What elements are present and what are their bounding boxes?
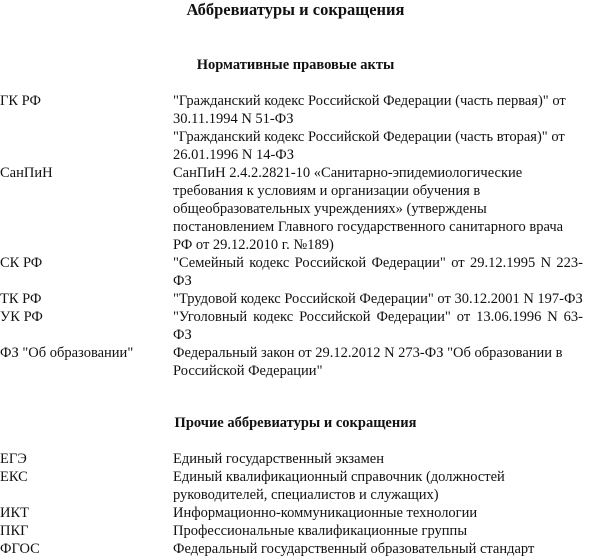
legal-acts-list — [0, 92, 591, 380]
definition-text: "Семейный кодекс Российской Федерации" от 29.12.1995 N 223-ФЗ — [173, 255, 583, 289]
list-item — [0, 308, 591, 344]
list-item — [0, 290, 591, 308]
list-item — [0, 540, 591, 558]
list-item — [0, 522, 591, 540]
definition — [173, 450, 583, 468]
definition-text: "Гражданский кодекс Российской Федерации (часть первая)" от 30.11.1994 N 51-ФЗ — [173, 93, 566, 127]
definition — [173, 344, 583, 380]
definition — [173, 290, 583, 308]
abbreviation: ТК РФ — [0, 291, 42, 307]
definition — [173, 504, 583, 522]
definition — [173, 254, 583, 290]
list-item — [0, 468, 591, 504]
abbreviation: ФЗ "Об образовании" — [0, 345, 134, 361]
definition-text: Федеральный закон от 29.12.2012 N 273-ФЗ "Об образовании в Российской Федерации" — [173, 345, 563, 379]
abbreviation: СанПиН — [0, 165, 53, 181]
abbreviation: ИКТ — [0, 505, 29, 521]
definition — [173, 468, 583, 504]
definition — [173, 522, 583, 540]
abbreviation: ГК РФ — [0, 93, 41, 109]
page-title: Аббревиатуры и сокращения — [186, 0, 405, 19]
definition-text: Федеральный государственный образовательный стандарт — [173, 541, 535, 557]
definition-text: СанПиН 2.4.2.2821-10 «Санитарно-эпидемиологические требования к условиям и организации обучения в общеобразовательных учреждениях» (утверждены постановлением Главного государственного санитарного врача РФ от 29.12.2010 г. №189) — [173, 165, 564, 253]
definition-text: Единый квалификационный справочник (должностей руководителей, специалистов и служащих) — [173, 469, 505, 503]
abbreviation: ЕКС — [0, 469, 28, 485]
definition-text: "Трудовой кодекс Российской Федерации" от 30.12.2001 N 197-ФЗ — [173, 291, 583, 307]
definition — [173, 308, 583, 344]
abbreviation: СК РФ — [0, 255, 43, 271]
section-heading-other-abbreviations: Прочие аббревиатуры и сокращения — [174, 415, 417, 431]
list-item — [0, 254, 591, 290]
definition — [173, 164, 583, 254]
list-item — [0, 344, 591, 380]
other-abbreviations-list — [0, 450, 591, 558]
list-item — [0, 504, 591, 522]
definition-text: Профессиональные квалификационные группы — [173, 523, 468, 539]
definition-text: Информационно-коммуникационные технологии — [173, 505, 478, 521]
abbreviation: УК РФ — [0, 309, 43, 325]
list-item — [0, 164, 591, 254]
definition-text: "Гражданский кодекс Российской Федерации (часть вторая)" от 26.01.1996 N 14-ФЗ — [173, 129, 565, 163]
list-item — [0, 92, 591, 164]
definition-text: "Уголовный кодекс Российской Федерации" от 13.06.1996 N 63-ФЗ — [173, 309, 583, 343]
section-heading-legal-acts: Нормативные правовые акты — [196, 57, 395, 73]
definition — [173, 92, 583, 164]
definition — [173, 540, 583, 558]
definition-text: Единый государственный экзамен — [173, 451, 384, 467]
abbreviation: ФГОС — [0, 541, 40, 557]
abbreviation: ПКГ — [0, 523, 29, 539]
list-item — [0, 450, 591, 468]
abbreviation: ЕГЭ — [0, 451, 27, 467]
